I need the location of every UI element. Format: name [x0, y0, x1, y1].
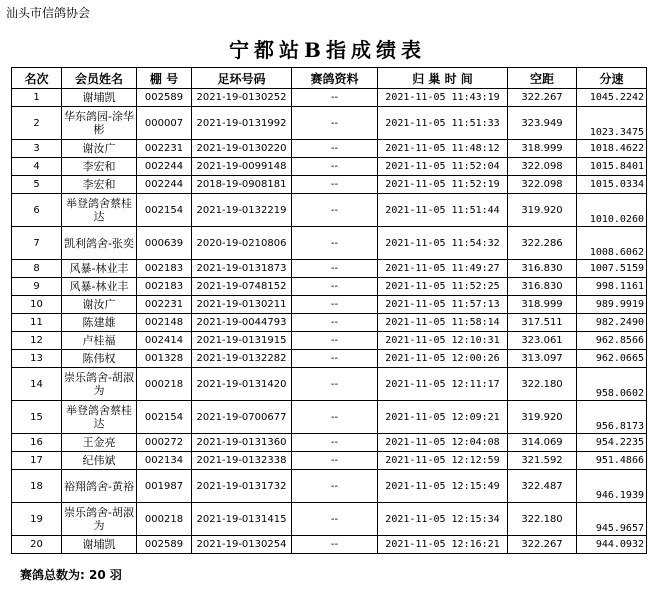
- speed-cell: 944.0932: [577, 536, 647, 554]
- rank-cell: 19: [12, 503, 62, 536]
- speed-cell: 1010.0260: [577, 194, 647, 227]
- table-row: [12, 296, 647, 314]
- ring-number-cell: 2021-19-0748152: [192, 278, 292, 296]
- return-time-cell: 2021-11-05 12:11:17: [378, 368, 508, 401]
- rank-cell: 14: [12, 368, 62, 401]
- ring-number-cell: 2021-19-0130254: [192, 536, 292, 554]
- member-name-cell: 谢埔凯: [62, 536, 137, 554]
- header-rank: 名次: [12, 68, 62, 89]
- page-title: 宁都站B指成绩表: [229, 38, 426, 62]
- loft-number-cell: 002183: [137, 278, 192, 296]
- pigeon-info-cell: --: [292, 194, 378, 227]
- loft-number-cell: 002589: [137, 89, 192, 107]
- results-table: [11, 67, 647, 554]
- pigeon-info-cell: --: [292, 176, 378, 194]
- rank-cell: 10: [12, 296, 62, 314]
- rank-cell: 8: [12, 260, 62, 278]
- speed-cell: 989.9919: [577, 296, 647, 314]
- return-time-cell: 2021-11-05 12:10:31: [378, 332, 508, 350]
- return-time-cell: 2021-11-05 11:43:19: [378, 89, 508, 107]
- pigeon-info-cell: --: [292, 350, 378, 368]
- speed-cell: 1015.0334: [577, 176, 647, 194]
- ring-number-cell: 2021-19-0131360: [192, 434, 292, 452]
- ring-number-cell: 2021-19-0700677: [192, 401, 292, 434]
- ring-number-cell: 2021-19-0131873: [192, 260, 292, 278]
- pigeon-info-cell: --: [292, 434, 378, 452]
- rank-cell: 13: [12, 350, 62, 368]
- rank-cell: 15: [12, 401, 62, 434]
- loft-number-cell: 000218: [137, 503, 192, 536]
- distance-cell: 317.511: [508, 314, 577, 332]
- return-time-cell: 2021-11-05 12:00:26: [378, 350, 508, 368]
- speed-cell: 998.1161: [577, 278, 647, 296]
- table-row: [12, 350, 647, 368]
- table-row: [12, 176, 647, 194]
- member-name-cell: 李宏和: [62, 176, 137, 194]
- pigeon-info-cell: --: [292, 260, 378, 278]
- table-row: [12, 314, 647, 332]
- ring-number-cell: 2021-19-0130220: [192, 140, 292, 158]
- pigeon-info-cell: --: [292, 158, 378, 176]
- loft-number-cell: 000639: [137, 227, 192, 260]
- distance-cell: 319.920: [508, 401, 577, 434]
- member-name-cell: 卢桂福: [62, 332, 137, 350]
- ring-number-cell: 2021-19-0131992: [192, 107, 292, 140]
- ring-number-cell: 2021-19-0130252: [192, 89, 292, 107]
- ring-number-cell: 2021-19-0131415: [192, 503, 292, 536]
- distance-cell: 322.098: [508, 158, 577, 176]
- speed-cell: 954.2235: [577, 434, 647, 452]
- return-time-cell: 2021-11-05 11:48:12: [378, 140, 508, 158]
- loft-number-cell: 002134: [137, 452, 192, 470]
- rank-cell: 20: [12, 536, 62, 554]
- member-name-cell: 谢汝广: [62, 140, 137, 158]
- pigeon-info-cell: --: [292, 89, 378, 107]
- ring-number-cell: 2021-19-0044793: [192, 314, 292, 332]
- return-time-cell: 2021-11-05 12:04:08: [378, 434, 508, 452]
- member-name-cell: 谢埔凯: [62, 89, 137, 107]
- table-header-row: [12, 68, 647, 89]
- table-row: [12, 470, 647, 503]
- distance-cell: 322.267: [508, 536, 577, 554]
- pigeon-info-cell: --: [292, 332, 378, 350]
- rank-cell: 11: [12, 314, 62, 332]
- header-return-time: 归 巢 时 间: [378, 68, 508, 89]
- ring-number-cell: 2020-19-0210806: [192, 227, 292, 260]
- speed-cell: 951.4866: [577, 452, 647, 470]
- loft-number-cell: 002183: [137, 260, 192, 278]
- loft-number-cell: 000007: [137, 107, 192, 140]
- member-name-cell: 崇乐鸽舍-胡淑为: [62, 503, 137, 536]
- member-name-cell: 风暴-林业丰: [62, 260, 137, 278]
- loft-number-cell: 002231: [137, 296, 192, 314]
- loft-number-cell: 002244: [137, 158, 192, 176]
- return-time-cell: 2021-11-05 11:58:14: [378, 314, 508, 332]
- header-pigeon-info: 赛鸽资料: [292, 68, 378, 89]
- speed-cell: 1008.6062: [577, 227, 647, 260]
- table-row: [12, 89, 647, 107]
- distance-cell: 319.920: [508, 194, 577, 227]
- loft-number-cell: 001328: [137, 350, 192, 368]
- speed-cell: 945.9657: [577, 503, 647, 536]
- member-name-cell: 举登鸽舍蔡桂达: [62, 194, 137, 227]
- table-row: [12, 434, 647, 452]
- return-time-cell: 2021-11-05 12:09:21: [378, 401, 508, 434]
- rank-cell: 3: [12, 140, 62, 158]
- speed-cell: 1015.8401: [577, 158, 647, 176]
- return-time-cell: 2021-11-05 11:54:32: [378, 227, 508, 260]
- distance-cell: 322.180: [508, 368, 577, 401]
- loft-number-cell: 002414: [137, 332, 192, 350]
- distance-cell: 316.830: [508, 278, 577, 296]
- loft-number-cell: 002589: [137, 536, 192, 554]
- table-row: [12, 260, 647, 278]
- distance-cell: 322.180: [508, 503, 577, 536]
- member-name-cell: 王金亮: [62, 434, 137, 452]
- table-row: [12, 368, 647, 401]
- speed-cell: 1045.2242: [577, 89, 647, 107]
- table-row: [12, 140, 647, 158]
- return-time-cell: 2021-11-05 12:16:21: [378, 536, 508, 554]
- speed-cell: 956.8173: [577, 401, 647, 434]
- member-name-cell: 崇乐鸽舍-胡淑为: [62, 368, 137, 401]
- member-name-cell: 谢汝广: [62, 296, 137, 314]
- ring-number-cell: 2021-19-0132338: [192, 452, 292, 470]
- distance-cell: 318.999: [508, 140, 577, 158]
- return-time-cell: 2021-11-05 11:52:25: [378, 278, 508, 296]
- loft-number-cell: 000272: [137, 434, 192, 452]
- ring-number-cell: 2021-19-0131732: [192, 470, 292, 503]
- loft-number-cell: 002154: [137, 401, 192, 434]
- rank-cell: 12: [12, 332, 62, 350]
- pigeon-info-cell: --: [292, 296, 378, 314]
- rank-cell: 7: [12, 227, 62, 260]
- pigeon-info-cell: --: [292, 107, 378, 140]
- member-name-cell: 华东鸽园-涂华彬: [62, 107, 137, 140]
- pigeon-info-cell: --: [292, 227, 378, 260]
- header-loft-number: 棚 号: [137, 68, 192, 89]
- return-time-cell: 2021-11-05 11:51:44: [378, 194, 508, 227]
- return-time-cell: 2021-11-05 11:51:33: [378, 107, 508, 140]
- rank-cell: 1: [12, 89, 62, 107]
- rank-cell: 9: [12, 278, 62, 296]
- loft-number-cell: 001987: [137, 470, 192, 503]
- ring-number-cell: 2021-19-0132219: [192, 194, 292, 227]
- speed-cell: 962.0665: [577, 350, 647, 368]
- pigeon-info-cell: --: [292, 536, 378, 554]
- rank-cell: 16: [12, 434, 62, 452]
- speed-cell: 1018.4622: [577, 140, 647, 158]
- speed-cell: 982.2490: [577, 314, 647, 332]
- return-time-cell: 2021-11-05 12:15:34: [378, 503, 508, 536]
- rank-cell: 18: [12, 470, 62, 503]
- member-name-cell: 纪伟斌: [62, 452, 137, 470]
- rank-cell: 5: [12, 176, 62, 194]
- member-name-cell: 凯利鸽舍-张奕: [62, 227, 137, 260]
- distance-cell: 322.487: [508, 470, 577, 503]
- member-name-cell: 裕翔鸽舍-黄裕: [62, 470, 137, 503]
- speed-cell: 958.0602: [577, 368, 647, 401]
- distance-cell: 313.097: [508, 350, 577, 368]
- distance-cell: 322.286: [508, 227, 577, 260]
- rank-cell: 17: [12, 452, 62, 470]
- pigeon-info-cell: --: [292, 314, 378, 332]
- table-row: [12, 332, 647, 350]
- table-row: [12, 503, 647, 536]
- speed-cell: 946.1939: [577, 470, 647, 503]
- loft-number-cell: 002231: [137, 140, 192, 158]
- table-row: [12, 194, 647, 227]
- table-row: [12, 227, 647, 260]
- ring-number-cell: 2018-19-0908181: [192, 176, 292, 194]
- pigeon-info-cell: --: [292, 140, 378, 158]
- distance-cell: 318.999: [508, 296, 577, 314]
- distance-cell: 322.098: [508, 176, 577, 194]
- distance-cell: 323.949: [508, 107, 577, 140]
- loft-number-cell: 002154: [137, 194, 192, 227]
- speed-cell: 1007.5159: [577, 260, 647, 278]
- rank-cell: 2: [12, 107, 62, 140]
- member-name-cell: 陈建雄: [62, 314, 137, 332]
- distance-cell: 322.267: [508, 89, 577, 107]
- member-name-cell: 举登鸽舍蔡桂达: [62, 401, 137, 434]
- pigeon-info-cell: --: [292, 470, 378, 503]
- ring-number-cell: 2021-19-0131915: [192, 332, 292, 350]
- return-time-cell: 2021-11-05 11:52:04: [378, 158, 508, 176]
- ring-number-cell: 2021-19-0130211: [192, 296, 292, 314]
- pigeon-info-cell: --: [292, 278, 378, 296]
- return-time-cell: 2021-11-05 11:49:27: [378, 260, 508, 278]
- header-speed: 分速: [577, 68, 647, 89]
- distance-cell: 321.592: [508, 452, 577, 470]
- member-name-cell: 李宏和: [62, 158, 137, 176]
- total-pigeons-summary: 赛鸽总数为: 20 羽: [20, 568, 122, 582]
- distance-cell: 314.069: [508, 434, 577, 452]
- rank-cell: 6: [12, 194, 62, 227]
- header-ring-number: 足环号码: [192, 68, 292, 89]
- member-name-cell: 陈伟权: [62, 350, 137, 368]
- speed-cell: 962.8566: [577, 332, 647, 350]
- table-row: [12, 278, 647, 296]
- pigeon-info-cell: --: [292, 452, 378, 470]
- ring-number-cell: 2021-19-0131420: [192, 368, 292, 401]
- return-time-cell: 2021-11-05 12:12:59: [378, 452, 508, 470]
- distance-cell: 323.061: [508, 332, 577, 350]
- ring-number-cell: 2021-19-0132282: [192, 350, 292, 368]
- table-row: [12, 107, 647, 140]
- organization-name: 汕头市信鸽协会: [6, 6, 91, 20]
- loft-number-cell: 000218: [137, 368, 192, 401]
- return-time-cell: 2021-11-05 12:15:49: [378, 470, 508, 503]
- return-time-cell: 2021-11-05 11:57:13: [378, 296, 508, 314]
- header-member-name: 会员姓名: [62, 68, 137, 89]
- pigeon-info-cell: --: [292, 401, 378, 434]
- ring-number-cell: 2021-19-0099148: [192, 158, 292, 176]
- speed-cell: 1023.3475: [577, 107, 647, 140]
- header-distance: 空距: [508, 68, 577, 89]
- distance-cell: 316.830: [508, 260, 577, 278]
- table-row: [12, 158, 647, 176]
- loft-number-cell: 002148: [137, 314, 192, 332]
- table-row: [12, 401, 647, 434]
- rank-cell: 4: [12, 158, 62, 176]
- pigeon-info-cell: --: [292, 368, 378, 401]
- table-row: [12, 536, 647, 554]
- member-name-cell: 风暴-林业丰: [62, 278, 137, 296]
- loft-number-cell: 002244: [137, 176, 192, 194]
- return-time-cell: 2021-11-05 11:52:19: [378, 176, 508, 194]
- pigeon-info-cell: --: [292, 503, 378, 536]
- table-row: [12, 452, 647, 470]
